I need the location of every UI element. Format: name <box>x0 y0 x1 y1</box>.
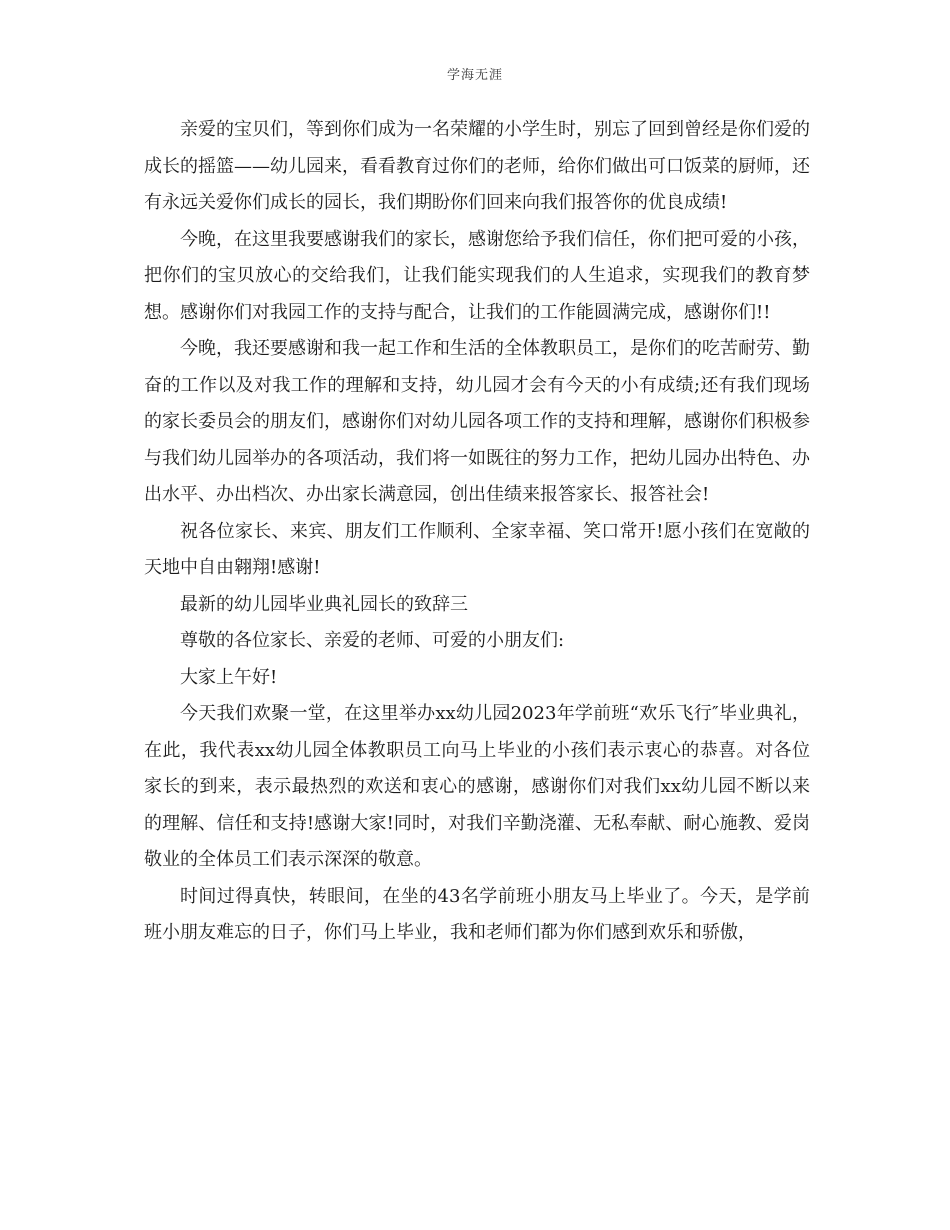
page-header: 学海无涯 <box>446 68 503 83</box>
paragraph-thank-parents: 今晚，在这里我要感谢我们的家长，感谢您给予我们信任，你们把可爱的小孩，把你们的宝贝放心的交给我们，让我们能实现我们的人生追求，实现我们的教育梦想。感谢你们对我园工作的支持与配合，让我们的工作能圆满完成，感谢你们!! <box>144 228 810 323</box>
paragraph-farewell-children: 亲爱的宝贝们，等到你们成为一名荣耀的小学生时，别忘了回到曾经是你们爱的成长的摇篮——幼儿园来，看看教育过你们的老师，给你们做出可口饭菜的厨师，还有永远关爱你们成长的园长，我们期盼你们回来向我们报答你的优良成绩! <box>144 119 810 213</box>
greeting: 大家上午好! <box>180 666 278 688</box>
paragraph-thank-staff: 今晚，我还要感谢和我一起工作和生活的全体教职员工，是你们的吃苦耐劳、勤奋的工作以及对我工作的理解和支持，幼儿园才会有今天的小有成绩;还有我们现场的家长委员会的朋友们，感谢你们对幼儿园各项工作的支持和理解，感谢你们积极参与我们幼儿园举办的各项活动，我们将一如既往的努力工作，把幼儿园办出特色、办出水平、办出档次、办出家长满意园，创出佳绩来报答家长、报答社会! <box>144 338 810 505</box>
document-body <box>144 112 810 952</box>
paragraph-wishes: 祝各位家长、来宾、朋友们工作顺利、全家幸福、笑口常开!愿小孩们在宽敞的天地中自由翱翔!感谢! <box>144 520 810 578</box>
salutation: 尊敬的各位家长、亲爱的老师、可爱的小朋友们: <box>180 630 565 651</box>
section-title: 最新的幼儿园毕业典礼园长的致辞三 <box>180 593 468 615</box>
paragraph-ceremony-intro: 今天我们欢聚一堂，在这里举办xx幼儿园2023年学前班“欢乐飞行″毕业典礼，在此，我代表xx幼儿园全体教职员工向马上毕业的小孩们表示衷心的恭喜。对各位家长的到来，表示最热烈的欢送和衷心的感谢，感谢你们对我们xx幼儿园不断以来的理解、信任和支持!感谢大家!同时，对我们辛勤浇灌、无私奉献、耐心施教、爱岗敬业的全体员工们表示深深的敬意。 <box>144 703 810 870</box>
paragraph-time-passes: 时间过得真快，转眼间，在坐的43名学前班小朋友马上毕业了。今天，是学前班小朋友难忘的日子，你们马上毕业，我和老师们都为你们感到欢乐和骄傲， <box>144 885 810 943</box>
